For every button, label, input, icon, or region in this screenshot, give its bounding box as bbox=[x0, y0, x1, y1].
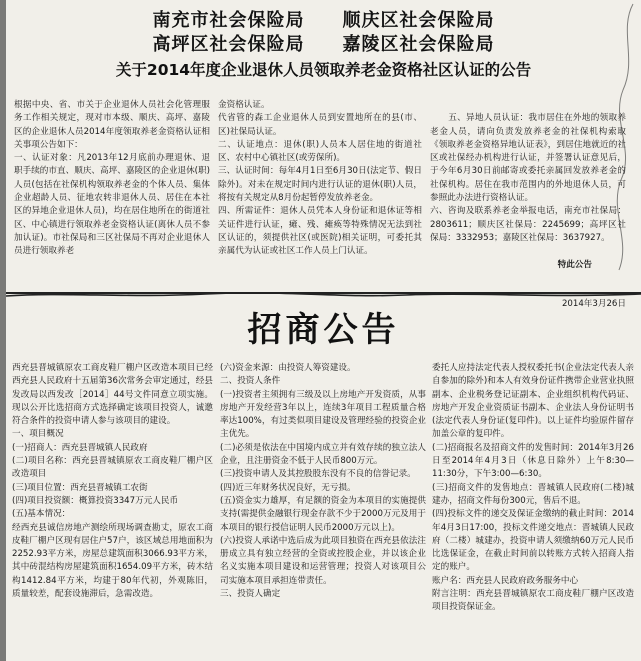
pension-certification-notice bbox=[6, 0, 641, 310]
notice-date: 2014年3月26日 bbox=[561, 299, 626, 310]
notice1-column-3-text: 五、异地人员认证：我市居住在外地的领取养老金人员，请向负责发放养老金的社保机构索取《领取养老金资格异地认证表》，到居住地就近的社区或社保经办机构进行认证，并签署认证意见后，于今年6月30日前邮寄或委托亲属回发放养老金的社保机构。居住在我市范围内的外地退休人员，可参照此办法进行资格认证。 六、咨询及联系养老金举报电话，南充市社保局：2803611；顺庆区社保局：2245699；高坪区社保局：3332953；嘉陵区社保局：3637927。 bbox=[430, 113, 626, 243]
issuer-nanchong: 南充市社会保险局 bbox=[152, 10, 305, 31]
issuer-line-1 bbox=[6, 6, 641, 32]
signoff: 特此公告 bbox=[557, 259, 592, 270]
investment-notice-title: 招商公告 bbox=[247, 310, 400, 350]
issuer-gaoping: 高坪区社会保险局 bbox=[152, 34, 305, 55]
notice1-column-2: 金资格认证。 代省管的森工企业退休人员到安置地所在的县(市、区)社保局认证。 二、认证地点：退休(职)人员本人居住地的街道社区、农村中心镇社区(或劳保所)。 三、认证时间：每年4月1日至6月30日(法定节、假日除外)。对未在规定时间内进行认证的退休(职)人员，将按有关规定从8月份起暂停发放养老金。 四、所需证件：退休人员凭本人身份证和退休证等相关证件进行认证，瘫、残、瘫痪等特殊情况无法到社区认证的，须提供社区(或医院)相关证明，可委托其亲属代为认证或社区工作人员上门认证。 bbox=[218, 100, 422, 257]
notice-title: 关于2014年度企业退休人员领取养老金资格社区认证的公告 bbox=[115, 61, 532, 79]
notice1-column-1: 根据中央、省、市关于企业退休人员社会化管理服务工作相关规定，现对市本级、顺庆、高坪、嘉陵区的企业退休人员2014年度领取养老金资格认证相关事项公告如下： 一、认证对象：凡2013年12月底前办理退休、退职手续的市直、顺庆、高坪、嘉陵区的企业退休(职)人员(包括在社保机构领取养老金的个体人员、集体企业超龄人员、征地农转非退休人员、居住在本社区的异地企业退休人员)，均在居住地所在的街道社区、中心镇进行领取养老金资格认证(离休人员不参加认证)。市社保局和三区社保局不再对企业退休人员进行领取养老 bbox=[14, 100, 210, 257]
investment-notice bbox=[6, 294, 641, 661]
issuer-line-2 bbox=[6, 30, 641, 56]
issuer-jialing: 嘉陵区社会保险局 bbox=[342, 34, 495, 55]
notice2-column-1: 西充县晋城镇原农工商皮鞋厂棚户区改造本项目已经西充县人民政府十五届第36次常务会审定通过，经县发改局以西发改［2014］44号文件同意立项实施。现以公开比选招商方式选择确定该项目投资人，诚邀符合条件的投资申请人参与该项目的建设。 一、项目概况 (一)招商人：西充县晋城镇人民政府 (二)项目名称：西充县晋城镇原农工商皮鞋厂棚户区改造项目 (三)项目位置：西充县晋城镇工农街 (四)项目投资额：概算投资3347万元人民币 (五)基本情况： 经西充县诚信房地产测绘所现场调查勘丈，原农工商皮鞋厂棚户区现有居住户57户，该区域总用地面积为2252.93平方米，房屋总建筑面积3066.93平方米，其中砖混结构房屋建筑面积1654.09平方米，砖木结构1412.84平方米，均建于80年代初，外观陈旧，质量较差，配套设施滞后，急需改造。 bbox=[12, 363, 213, 600]
notice2-column-2: (六)资金来源：由投资人筹资建设。 二、投资人条件 (一)投资者主须拥有三级及以上房地产开发资质，从事房地产开发经营3年以上，连续3年项目工程质量合格率达100%，有过类似项目建设及管理经验的投资企业主优先。 (二)必须是依法在中国境内成立并有效存续的独立法人企业，且注册资金不低于人民币800万元。 (三)投资申请人及其控股股东没有不良的信誉记录。 (四)近三年财务状况良好，无亏损。 (五)资金实力雄厚，有足额的资金为本项目的实施提供支持(需提供金融银行现金存款不少于2000万元及用于本项目的银行授信证明人民币2000万元以上)。 (六)投资人承诺中选后成为此项目独资在西充县依法注册成立具有独立经营的全资或控股企业，并以该企业名义实施本项目建设和运营管理；投资人对该项目公司实施本项目承担连带责任。 三、投资人确定 bbox=[220, 363, 426, 600]
notice2-column-3: 委托人应持法定代表人授权委托书(企业法定代表人亲自参加的除外)和本人有效身份证件携带企业营业执照副本、企业税务登记证副本、企业组织机构代码证、房地产开发企业资质证书副本、企业法人身份证明书(法定代表人身份证(复印件)。以上证件均验原件留存加盖公章的复印件。 (二)招商报名及招商文件的发售时间：2014年3月26日至2014年4月3日（休息日除外）上午8:30—11:30分，下午3:00—6:30。 (三)招商文件的发售地点：晋城镇人民政府(二楼)城建办，招商文件每份300元，售后不退。 (四)投标文件的递交及保证金缴纳的截止时间：2014年4月3日17:00，投标文件递交地点：晋城镇人民政府（二楼）城建办，投资申请人须缴纳60万元人民币比选保证金，在截止时间前以转账方式转入招商人指定的账户。 账户名：西充县人民政府政务服务中心 附言注明：西充县晋城镇原农工商皮鞋厂棚户区改造项目投资保证金。 bbox=[432, 363, 634, 613]
pen-scribble-mark bbox=[571, 0, 641, 300]
issuer-shunqing: 顺庆区社会保险局 bbox=[342, 10, 495, 31]
